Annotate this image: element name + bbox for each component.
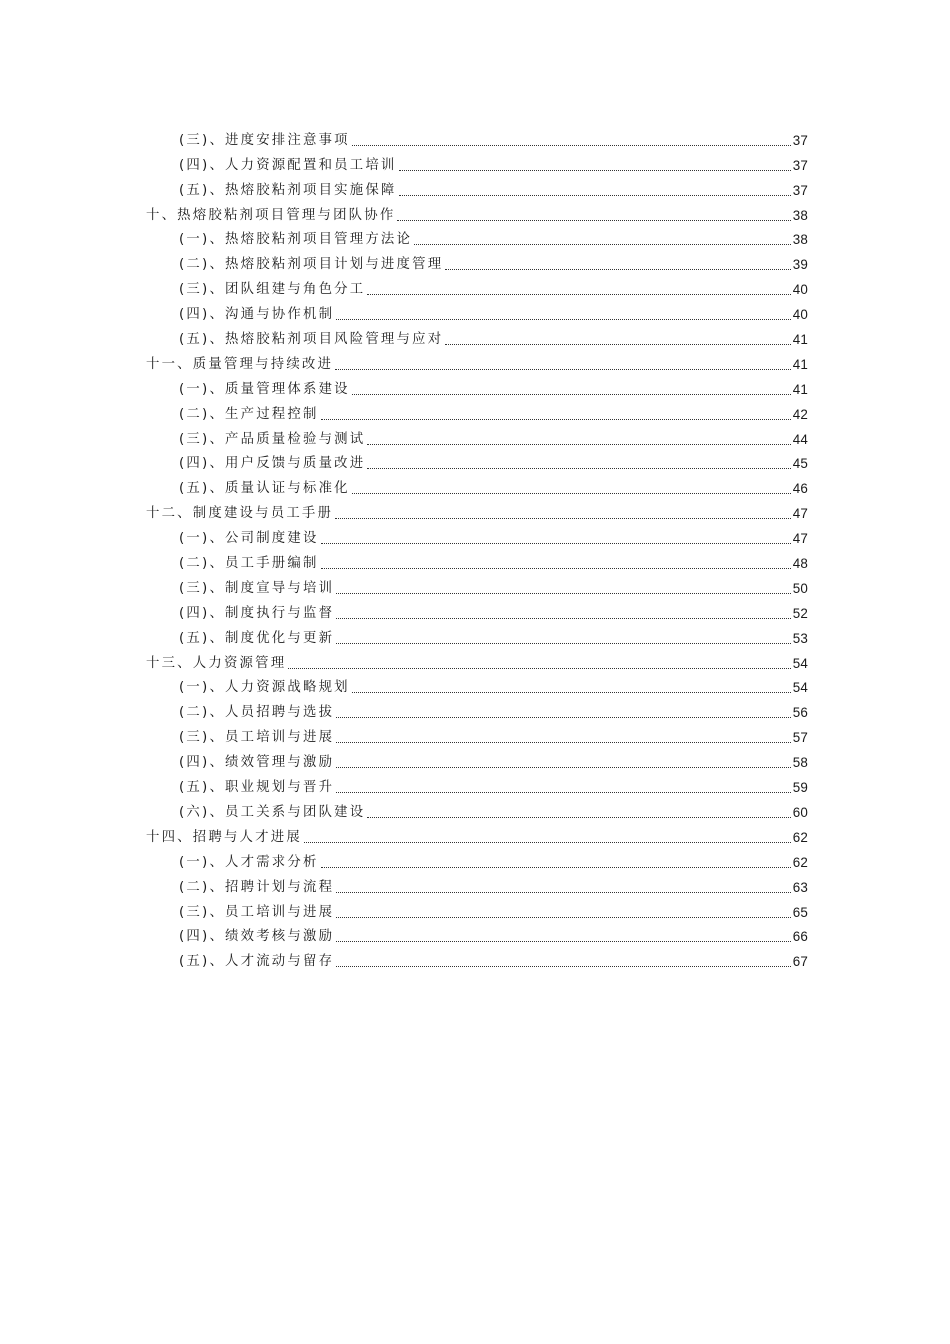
- toc-entry-page-number: 40: [792, 282, 808, 298]
- toc-entry-page-number: 54: [792, 680, 808, 696]
- toc-section-entry[interactable]: [146, 597, 808, 622]
- toc-entry-page-number: 38: [792, 232, 808, 248]
- toc-entry-title: (一)、热熔胶粘剂项目管理方法论: [179, 232, 413, 248]
- toc-chapter-entry[interactable]: [146, 497, 808, 522]
- toc-section-entry[interactable]: [146, 945, 808, 970]
- toc-entry-title: 十二、制度建设与员工手册: [146, 506, 334, 522]
- toc-entry-page-number: 59: [792, 780, 808, 796]
- toc-entry-title: (二)、人员招聘与选拔: [179, 705, 335, 721]
- toc-entry-page-number: 63: [792, 879, 808, 895]
- toc-entry-title: 十三、人力资源管理: [146, 655, 287, 671]
- toc-section-entry[interactable]: [146, 273, 808, 298]
- toc-section-entry[interactable]: [146, 696, 808, 721]
- toc-entry-page-number: 40: [792, 307, 808, 323]
- toc-dot-leader: [367, 467, 790, 469]
- toc-section-entry[interactable]: [146, 672, 808, 697]
- toc-dot-leader: [352, 492, 791, 494]
- toc-dot-leader: [399, 194, 791, 196]
- toc-entry-page-number: 47: [792, 531, 808, 547]
- toc-entry-page-number: 58: [792, 755, 808, 771]
- toc-entry-title: (四)、人力资源配置和员工培训: [179, 157, 397, 173]
- toc-section-entry[interactable]: [146, 174, 808, 199]
- toc-entry-page-number: 48: [792, 556, 808, 572]
- toc-entry-page-number: 46: [792, 481, 808, 497]
- toc-entry-page-number: 56: [792, 705, 808, 721]
- toc-entry-page-number: 47: [792, 506, 808, 522]
- toc-dot-leader: [352, 144, 791, 146]
- toc-section-entry[interactable]: [146, 547, 808, 572]
- toc-dot-leader: [321, 418, 791, 420]
- toc-entry-title: (三)、员工培训与进展: [179, 730, 335, 746]
- toc-entry-title: (六)、员工关系与团队建设: [179, 804, 366, 820]
- toc-dot-leader: [336, 766, 791, 768]
- toc-dot-leader: [367, 443, 790, 445]
- toc-section-entry[interactable]: [146, 423, 808, 448]
- toc-dot-leader: [336, 940, 791, 942]
- toc-dot-leader: [336, 617, 791, 619]
- toc-entry-title: (四)、沟通与协作机制: [179, 307, 335, 323]
- toc-entry-title: (三)、产品质量检验与测试: [179, 431, 366, 447]
- toc-entry-page-number: 67: [792, 954, 808, 970]
- toc-dot-leader: [445, 268, 790, 270]
- toc-entry-title: (四)、绩效考核与激励: [179, 929, 335, 945]
- toc-entry-title: (二)、生产过程控制: [179, 406, 319, 422]
- toc-dot-leader: [352, 393, 791, 395]
- toc-section-entry[interactable]: [146, 871, 808, 896]
- toc-chapter-entry[interactable]: [146, 647, 808, 672]
- toc-entry-title: (四)、用户反馈与质量改进: [179, 456, 366, 472]
- toc-entry-page-number: 65: [792, 904, 808, 920]
- toc-dot-leader: [336, 716, 791, 718]
- toc-dot-leader: [336, 318, 791, 320]
- toc-entry-title: (三)、员工培训与进展: [179, 904, 335, 920]
- toc-entry-title: (四)、制度执行与监督: [179, 605, 335, 621]
- toc-section-entry[interactable]: [146, 373, 808, 398]
- toc-entry-title: (四)、绩效管理与激励: [179, 755, 335, 771]
- toc-entry-title: 十四、招聘与人才进展: [146, 829, 302, 845]
- toc-entry-title: (三)、进度安排注意事项: [179, 132, 350, 148]
- toc-dot-leader: [336, 791, 791, 793]
- toc-dot-leader: [335, 517, 791, 519]
- toc-entry-title: 十一、质量管理与持续改进: [146, 356, 334, 372]
- toc-entry-title: (二)、招聘计划与流程: [179, 879, 335, 895]
- toc-entry-page-number: 37: [792, 157, 808, 173]
- toc-section-entry[interactable]: [146, 149, 808, 174]
- toc-section-entry[interactable]: [146, 124, 808, 149]
- toc-section-entry[interactable]: [146, 472, 808, 497]
- toc-entry-page-number: 41: [792, 356, 808, 372]
- toc-dot-leader: [336, 891, 791, 893]
- toc-section-entry[interactable]: [146, 771, 808, 796]
- toc-section-entry[interactable]: [146, 572, 808, 597]
- toc-dot-leader: [399, 169, 791, 171]
- toc-entry-page-number: 62: [792, 829, 808, 845]
- toc-section-entry[interactable]: [146, 448, 808, 473]
- toc-entry-page-number: 38: [792, 207, 808, 223]
- toc-entry-page-number: 42: [792, 406, 808, 422]
- toc-entry-title: (五)、热熔胶粘剂项目风险管理与应对: [179, 332, 444, 348]
- toc-section-entry[interactable]: [146, 796, 808, 821]
- toc-entry-page-number: 50: [792, 580, 808, 596]
- toc-dot-leader: [367, 293, 790, 295]
- toc-entry-page-number: 39: [792, 257, 808, 273]
- toc-entry-title: (五)、职业规划与晋升: [179, 780, 335, 796]
- toc-entry-page-number: 62: [792, 854, 808, 870]
- toc-entry-title: (一)、公司制度建设: [179, 531, 319, 547]
- toc-section-entry[interactable]: [146, 398, 808, 423]
- toc-dot-leader: [414, 243, 791, 245]
- toc-entry-page-number: 45: [792, 456, 808, 472]
- toc-entry-title: (五)、人才流动与留存: [179, 954, 335, 970]
- toc-entry-page-number: 37: [792, 132, 808, 148]
- toc-entry-page-number: 53: [792, 630, 808, 646]
- toc-dot-leader: [321, 866, 791, 868]
- toc-entry-title: (二)、热熔胶粘剂项目计划与进度管理: [179, 257, 444, 273]
- toc-entry-title: 十、热熔胶粘剂项目管理与团队协作: [146, 207, 396, 223]
- toc-dot-leader: [367, 816, 790, 818]
- toc-dot-leader: [336, 592, 791, 594]
- toc-dot-leader: [336, 642, 791, 644]
- toc-entry-page-number: 60: [792, 804, 808, 820]
- toc-entry-page-number: 37: [792, 182, 808, 198]
- toc-dot-leader: [336, 965, 791, 967]
- toc-dot-leader: [335, 368, 791, 370]
- toc-section-entry[interactable]: [146, 622, 808, 647]
- toc-dot-leader: [321, 542, 791, 544]
- toc-entry-title: (五)、制度优化与更新: [179, 630, 335, 646]
- toc-entry-page-number: 41: [792, 381, 808, 397]
- toc-chapter-entry[interactable]: [146, 199, 808, 224]
- toc-entry-page-number: 57: [792, 730, 808, 746]
- toc-dot-leader: [336, 916, 791, 918]
- toc-entry-title: (一)、人力资源战略规划: [179, 680, 350, 696]
- toc-entry-title: (三)、制度宣导与培训: [179, 580, 335, 596]
- toc-section-entry[interactable]: [146, 248, 808, 273]
- toc-section-entry[interactable]: [146, 746, 808, 771]
- toc-entry-page-number: 66: [792, 929, 808, 945]
- toc-section-entry[interactable]: [146, 224, 808, 249]
- toc-entry-title: (一)、质量管理体系建设: [179, 381, 350, 397]
- toc-entry-title: (五)、热熔胶粘剂项目实施保障: [179, 182, 397, 198]
- toc-section-entry[interactable]: [146, 921, 808, 946]
- toc-section-entry[interactable]: [146, 846, 808, 871]
- toc-entry-page-number: 44: [792, 431, 808, 447]
- toc-entry-page-number: 41: [792, 332, 808, 348]
- toc-entry-page-number: 54: [792, 655, 808, 671]
- toc-chapter-entry[interactable]: [146, 348, 808, 373]
- toc-section-entry[interactable]: [146, 298, 808, 323]
- toc-dot-leader: [397, 219, 790, 221]
- toc-section-entry[interactable]: [146, 896, 808, 921]
- toc-dot-leader: [321, 567, 791, 569]
- toc-dot-leader: [336, 741, 791, 743]
- toc-dot-leader: [304, 841, 791, 843]
- toc-section-entry[interactable]: [146, 323, 808, 348]
- toc-chapter-entry[interactable]: [146, 821, 808, 846]
- toc-entry-title: (三)、团队组建与角色分工: [179, 282, 366, 298]
- toc-section-entry[interactable]: [146, 721, 808, 746]
- toc-section-entry[interactable]: [146, 522, 808, 547]
- toc-entry-page-number: 52: [792, 605, 808, 621]
- toc-dot-leader: [288, 667, 790, 669]
- table-of-contents: [146, 124, 808, 970]
- toc-dot-leader: [445, 343, 790, 345]
- toc-entry-title: (一)、人才需求分析: [179, 854, 319, 870]
- toc-entry-title: (五)、质量认证与标准化: [179, 481, 350, 497]
- toc-entry-title: (二)、员工手册编制: [179, 556, 319, 572]
- toc-dot-leader: [352, 691, 791, 693]
